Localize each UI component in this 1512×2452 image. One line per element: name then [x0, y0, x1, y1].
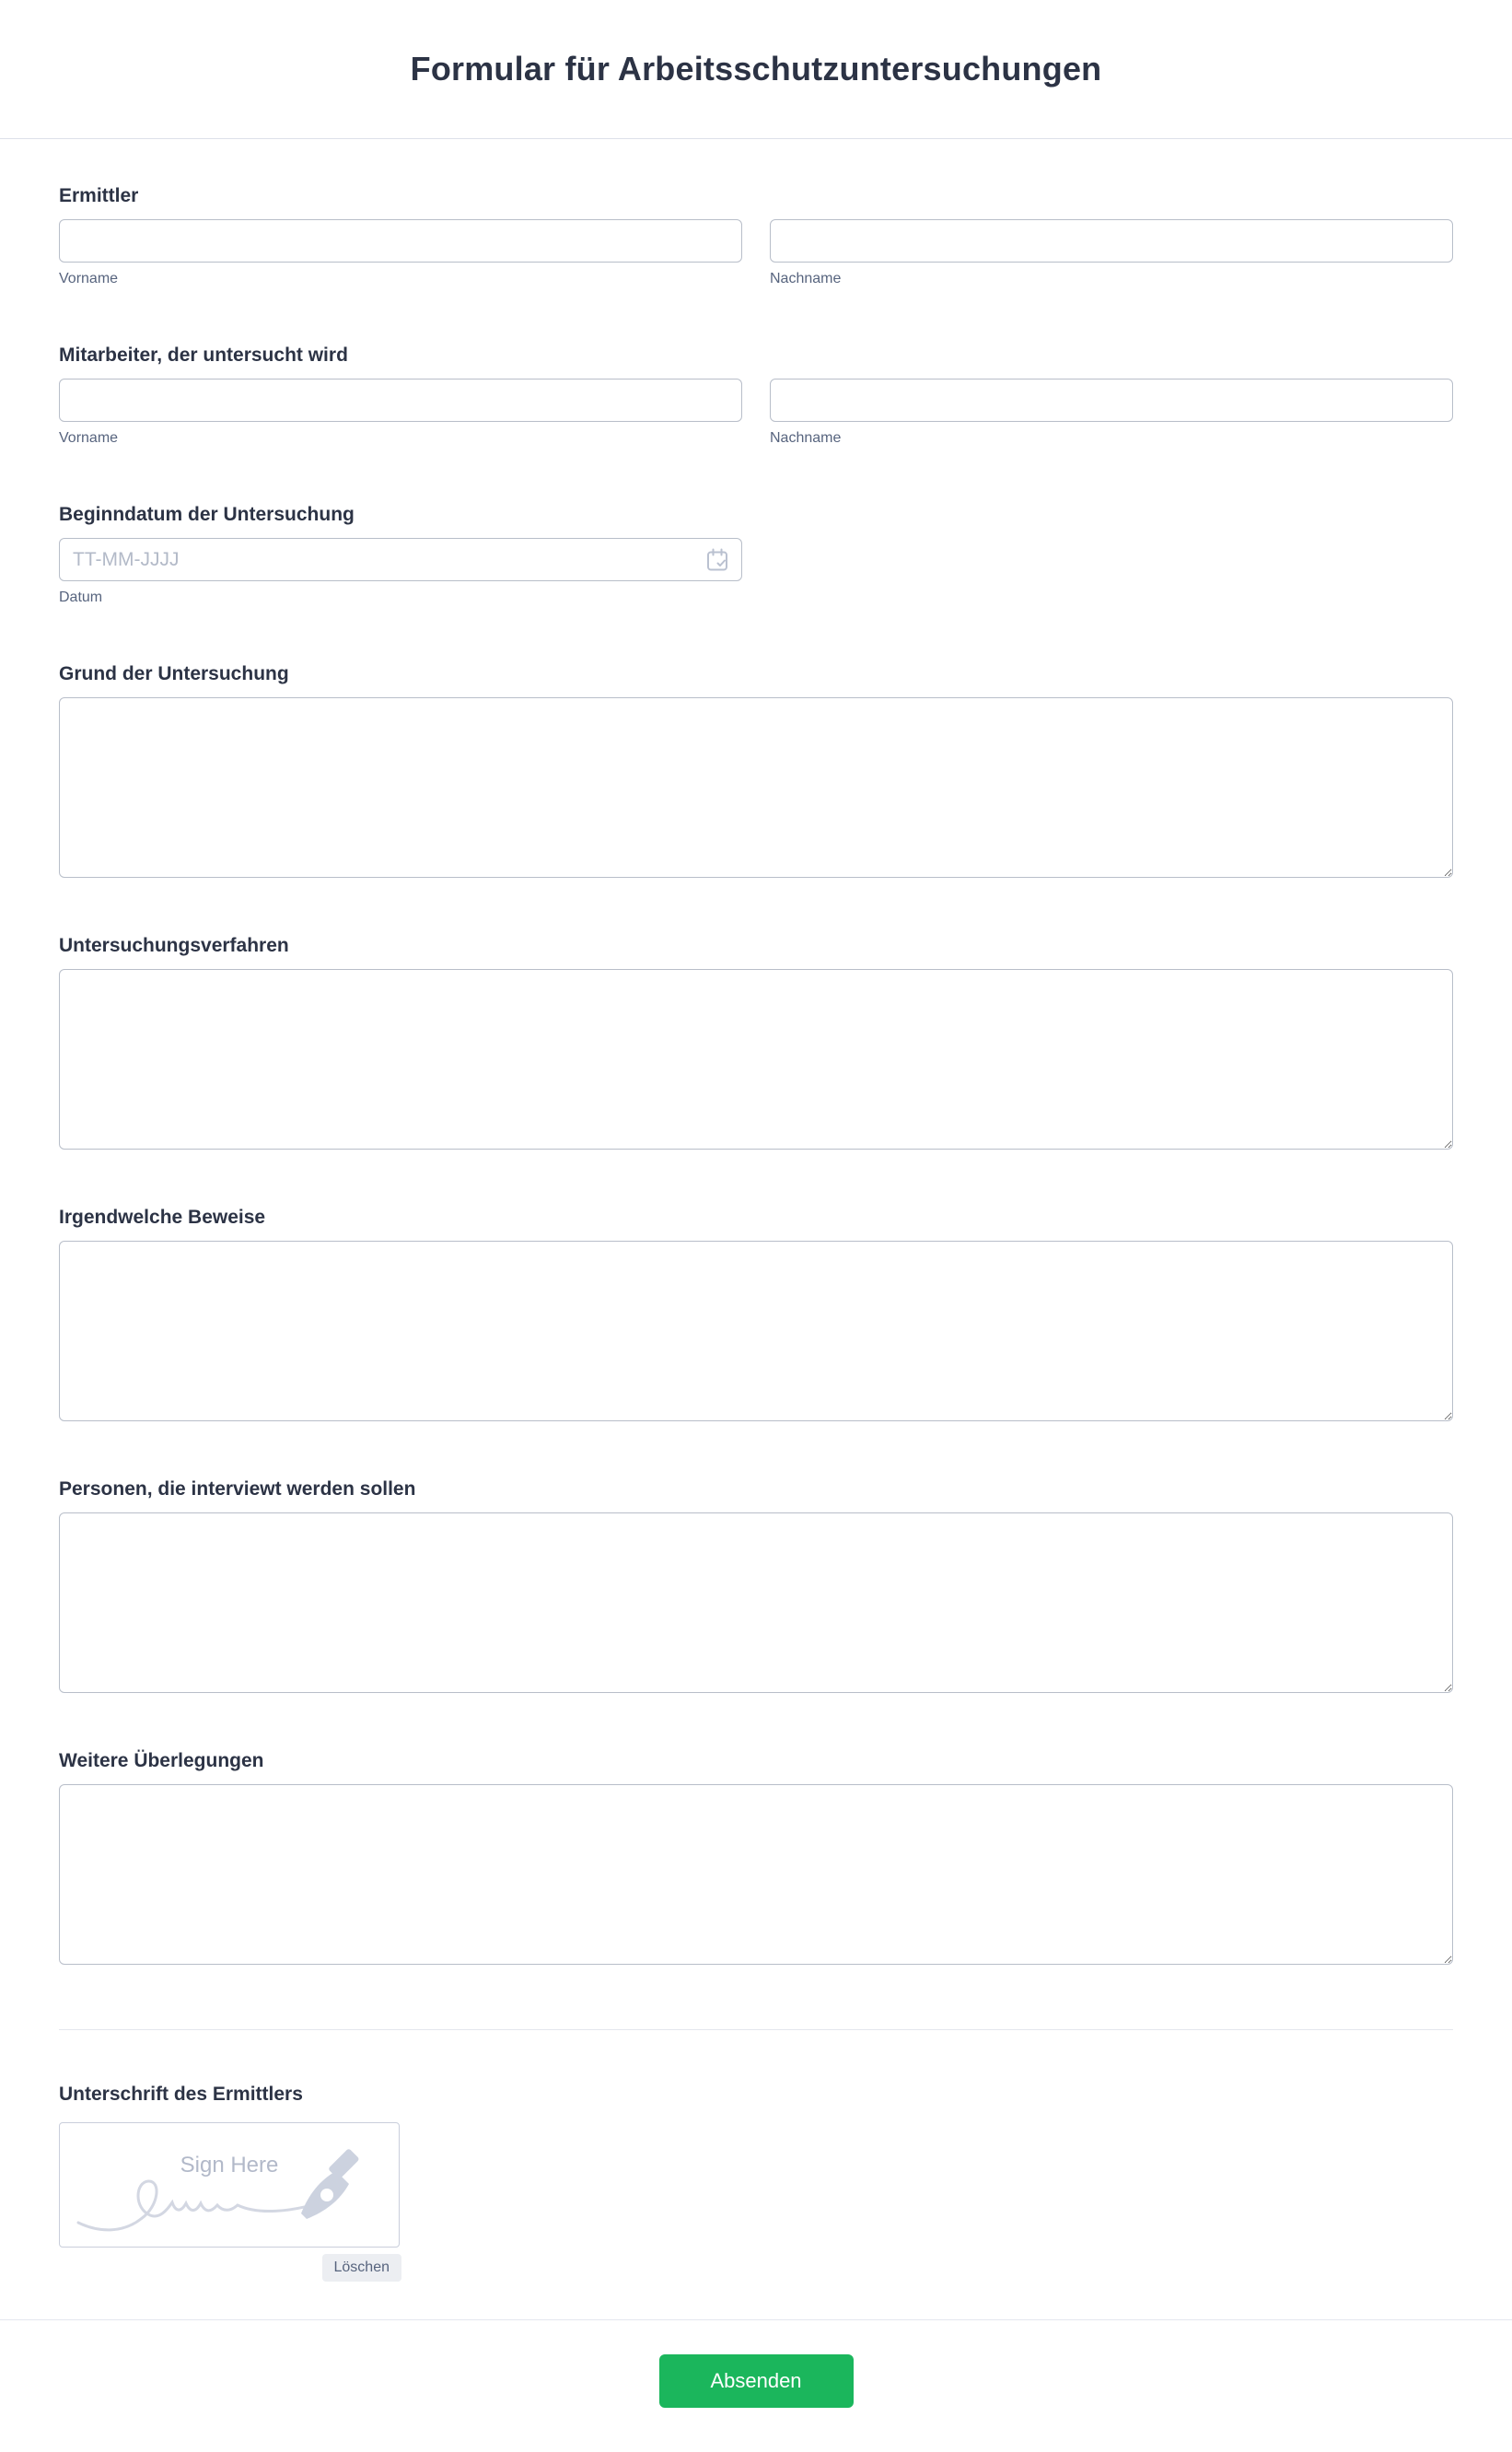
investigator-first-sublabel: Vorname [59, 271, 119, 286]
investigator-first-col [59, 219, 742, 287]
employee-label: Mitarbeiter, der untersucht wird [59, 344, 348, 366]
signature-field [59, 2084, 1453, 2282]
reason-field [59, 663, 1453, 878]
employee-last-name-input[interactable] [770, 379, 1453, 422]
interviewees-label: Personen, die interviewt werden sollen [59, 1478, 416, 1500]
evidence-textarea[interactable] [59, 1241, 1453, 1421]
form-footer [0, 2319, 1512, 2452]
start-date-wrap [59, 538, 742, 581]
page-title: Formular für Arbeitsschutzuntersuchungen [410, 50, 1102, 88]
procedure-label: Untersuchungsverfahren [59, 935, 289, 956]
employee-name-row [59, 379, 1453, 447]
form-header [0, 0, 1512, 139]
evidence-label: Irgendwelche Beweise [59, 1207, 266, 1228]
section-divider [59, 2029, 1453, 2030]
clear-signature-button[interactable]: Löschen [322, 2254, 402, 2282]
considerations-label: Weitere Überlegungen [59, 1750, 264, 1771]
signature-squiggle [60, 2123, 400, 2248]
submit-button[interactable]: Absenden [659, 2354, 854, 2408]
investigator-label: Ermittler [59, 185, 139, 206]
sign-here-label: Sign Here [180, 2153, 279, 2178]
start-date-label: Beginndatum der Untersuchung [59, 504, 355, 525]
start-date-sublabel: Datum [59, 590, 103, 605]
investigator-last-sublabel: Nachname [770, 271, 842, 286]
investigator-first-name-input[interactable] [59, 219, 742, 263]
investigator-last-col [770, 219, 1453, 287]
calendar-icon[interactable] [706, 548, 728, 572]
employee-last-sublabel: Nachname [770, 430, 842, 446]
signature-pad[interactable] [59, 2122, 400, 2248]
start-date-input[interactable] [59, 538, 742, 581]
investigator-name-field [59, 185, 1453, 287]
employee-first-name-input[interactable] [59, 379, 742, 422]
investigator-last-name-input[interactable] [770, 219, 1453, 263]
procedure-field [59, 935, 1453, 1150]
considerations-textarea[interactable] [59, 1784, 1453, 1965]
start-date-field [59, 504, 1453, 606]
reason-textarea[interactable] [59, 697, 1453, 878]
reason-label: Grund der Untersuchung [59, 663, 289, 684]
signature-label: Unterschrift des Ermittlers [59, 2084, 303, 2105]
considerations-field [59, 1750, 1453, 1965]
interviewees-textarea[interactable] [59, 1512, 1453, 1693]
signature-actions [59, 2254, 401, 2282]
employee-first-sublabel: Vorname [59, 430, 119, 446]
interviewees-field [59, 1478, 1453, 1693]
pen-icon [301, 2148, 360, 2219]
investigator-name-row [59, 219, 1453, 287]
evidence-field [59, 1207, 1453, 1421]
employee-first-col [59, 379, 742, 447]
employee-name-field [59, 344, 1453, 447]
form-body [0, 139, 1512, 2282]
procedure-textarea[interactable] [59, 969, 1453, 1150]
employee-last-col [770, 379, 1453, 447]
